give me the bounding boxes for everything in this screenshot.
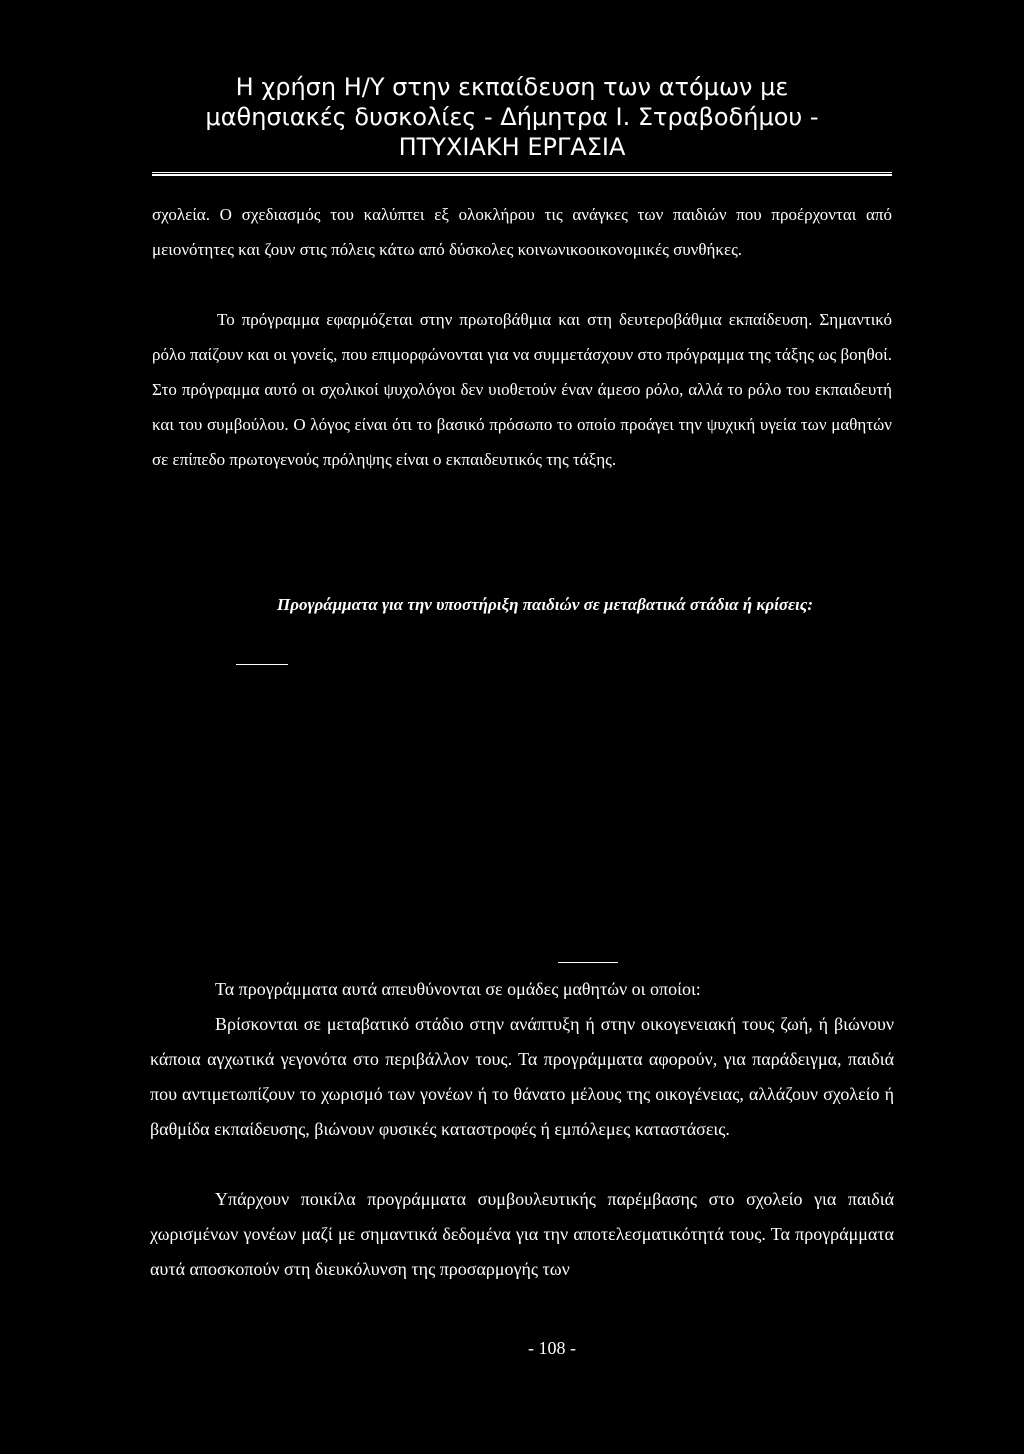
header-rule	[152, 172, 892, 176]
header-line-2: μαθησιακές δυσκολίες - Δήμητρα Ι. Στραβοδήμου -	[205, 103, 819, 131]
header-line-3: ΠΤΥΧΙΑΚΗ ΕΡΓΑΣΙΑ	[398, 133, 626, 161]
paragraph-top-2: Το πρόγραμμα εφαρμόζεται στην πρωτοβάθμια και στη δευτεροβάθμια εκπαίδευση. Σημαντικό ρόλο παίζουν και οι γονείς, που επιμορφώνονται για να συμμετάσχουν στο πρόγραμμα της τάξης ως βοηθοί. Στο πρόγραμμα αυτό οι σχολικοί ψυχολόγοι δεν υιοθετούν έναν άμεσο ρόλο, αλλά το ρόλο του εκπαιδευτή και του συμβούλου. Ο λόγος είναι ότι το βασικό πρόσωπο το οποίο προάγει την ψυχική υγεία των μαθητών σε επίπεδο πρωτογενούς πρόληψης είναι ο εκπαιδευτικός της τάξης.	[152, 310, 892, 469]
header-line-1: Η χρήση Η/Υ στην εκπαίδευση των ατόμων με	[235, 73, 789, 101]
section-heading: Προγράμματα για την υποστήριξη παιδιών σε μεταβατικά στάδια ή κρίσεις:	[276, 595, 813, 614]
decorative-dash	[558, 962, 618, 963]
paragraph-bottom-2: Βρίσκονται σε μεταβατικό στάδιο στην ανάπτυξη ή στην οικογενειακή τους ζωή, ή βιώνουν κάποια αγχωτικά γεγονότα στο περιβάλλον τους. Τα προγράμματα αφορούν, για παράδειγμα, παιδιά που αντιμετωπίζουν το χωρισμό των γονέων ή το θάνατο μέλους της οικογένειας, αλλάζουν σχολείο ή βαθμίδα εκπαίδευσης, βιώνουν φυσικές καταστροφές ή εμπόλεμες καταστάσεις.	[150, 1014, 894, 1139]
paragraph-bottom-1: Τα προγράμματα αυτά απευθύνονται σε ομάδες μαθητών οι οποίοι:	[215, 979, 701, 999]
decorative-dash	[236, 664, 288, 665]
paragraph-bottom-3: Υπάρχουν ποικίλα προγράμματα συμβουλευτικής παρέμβασης στο σχολείο για παιδιά χωρισμένων γονέων μαζί με σημαντικά δεδομένα για την αποτελεσματικότητά τους. Τα προγράμματα αυτά αποσκοπούν στη διευκόλυνση της προσαρμογής των	[150, 1189, 894, 1279]
running-header	[0, 72, 1024, 162]
paragraph-top-1: σχολεία. Ο σχεδιασμός του καλύπτει εξ ολοκλήρου τις ανάγκες των παιδιών που προέρχονται από μειονότητες και ζουν στις πόλεις κάτω από δύσκολες κοινωνικοοικονομικές συνθήκες.	[152, 205, 892, 259]
page-number: - 108 -	[528, 1338, 576, 1358]
